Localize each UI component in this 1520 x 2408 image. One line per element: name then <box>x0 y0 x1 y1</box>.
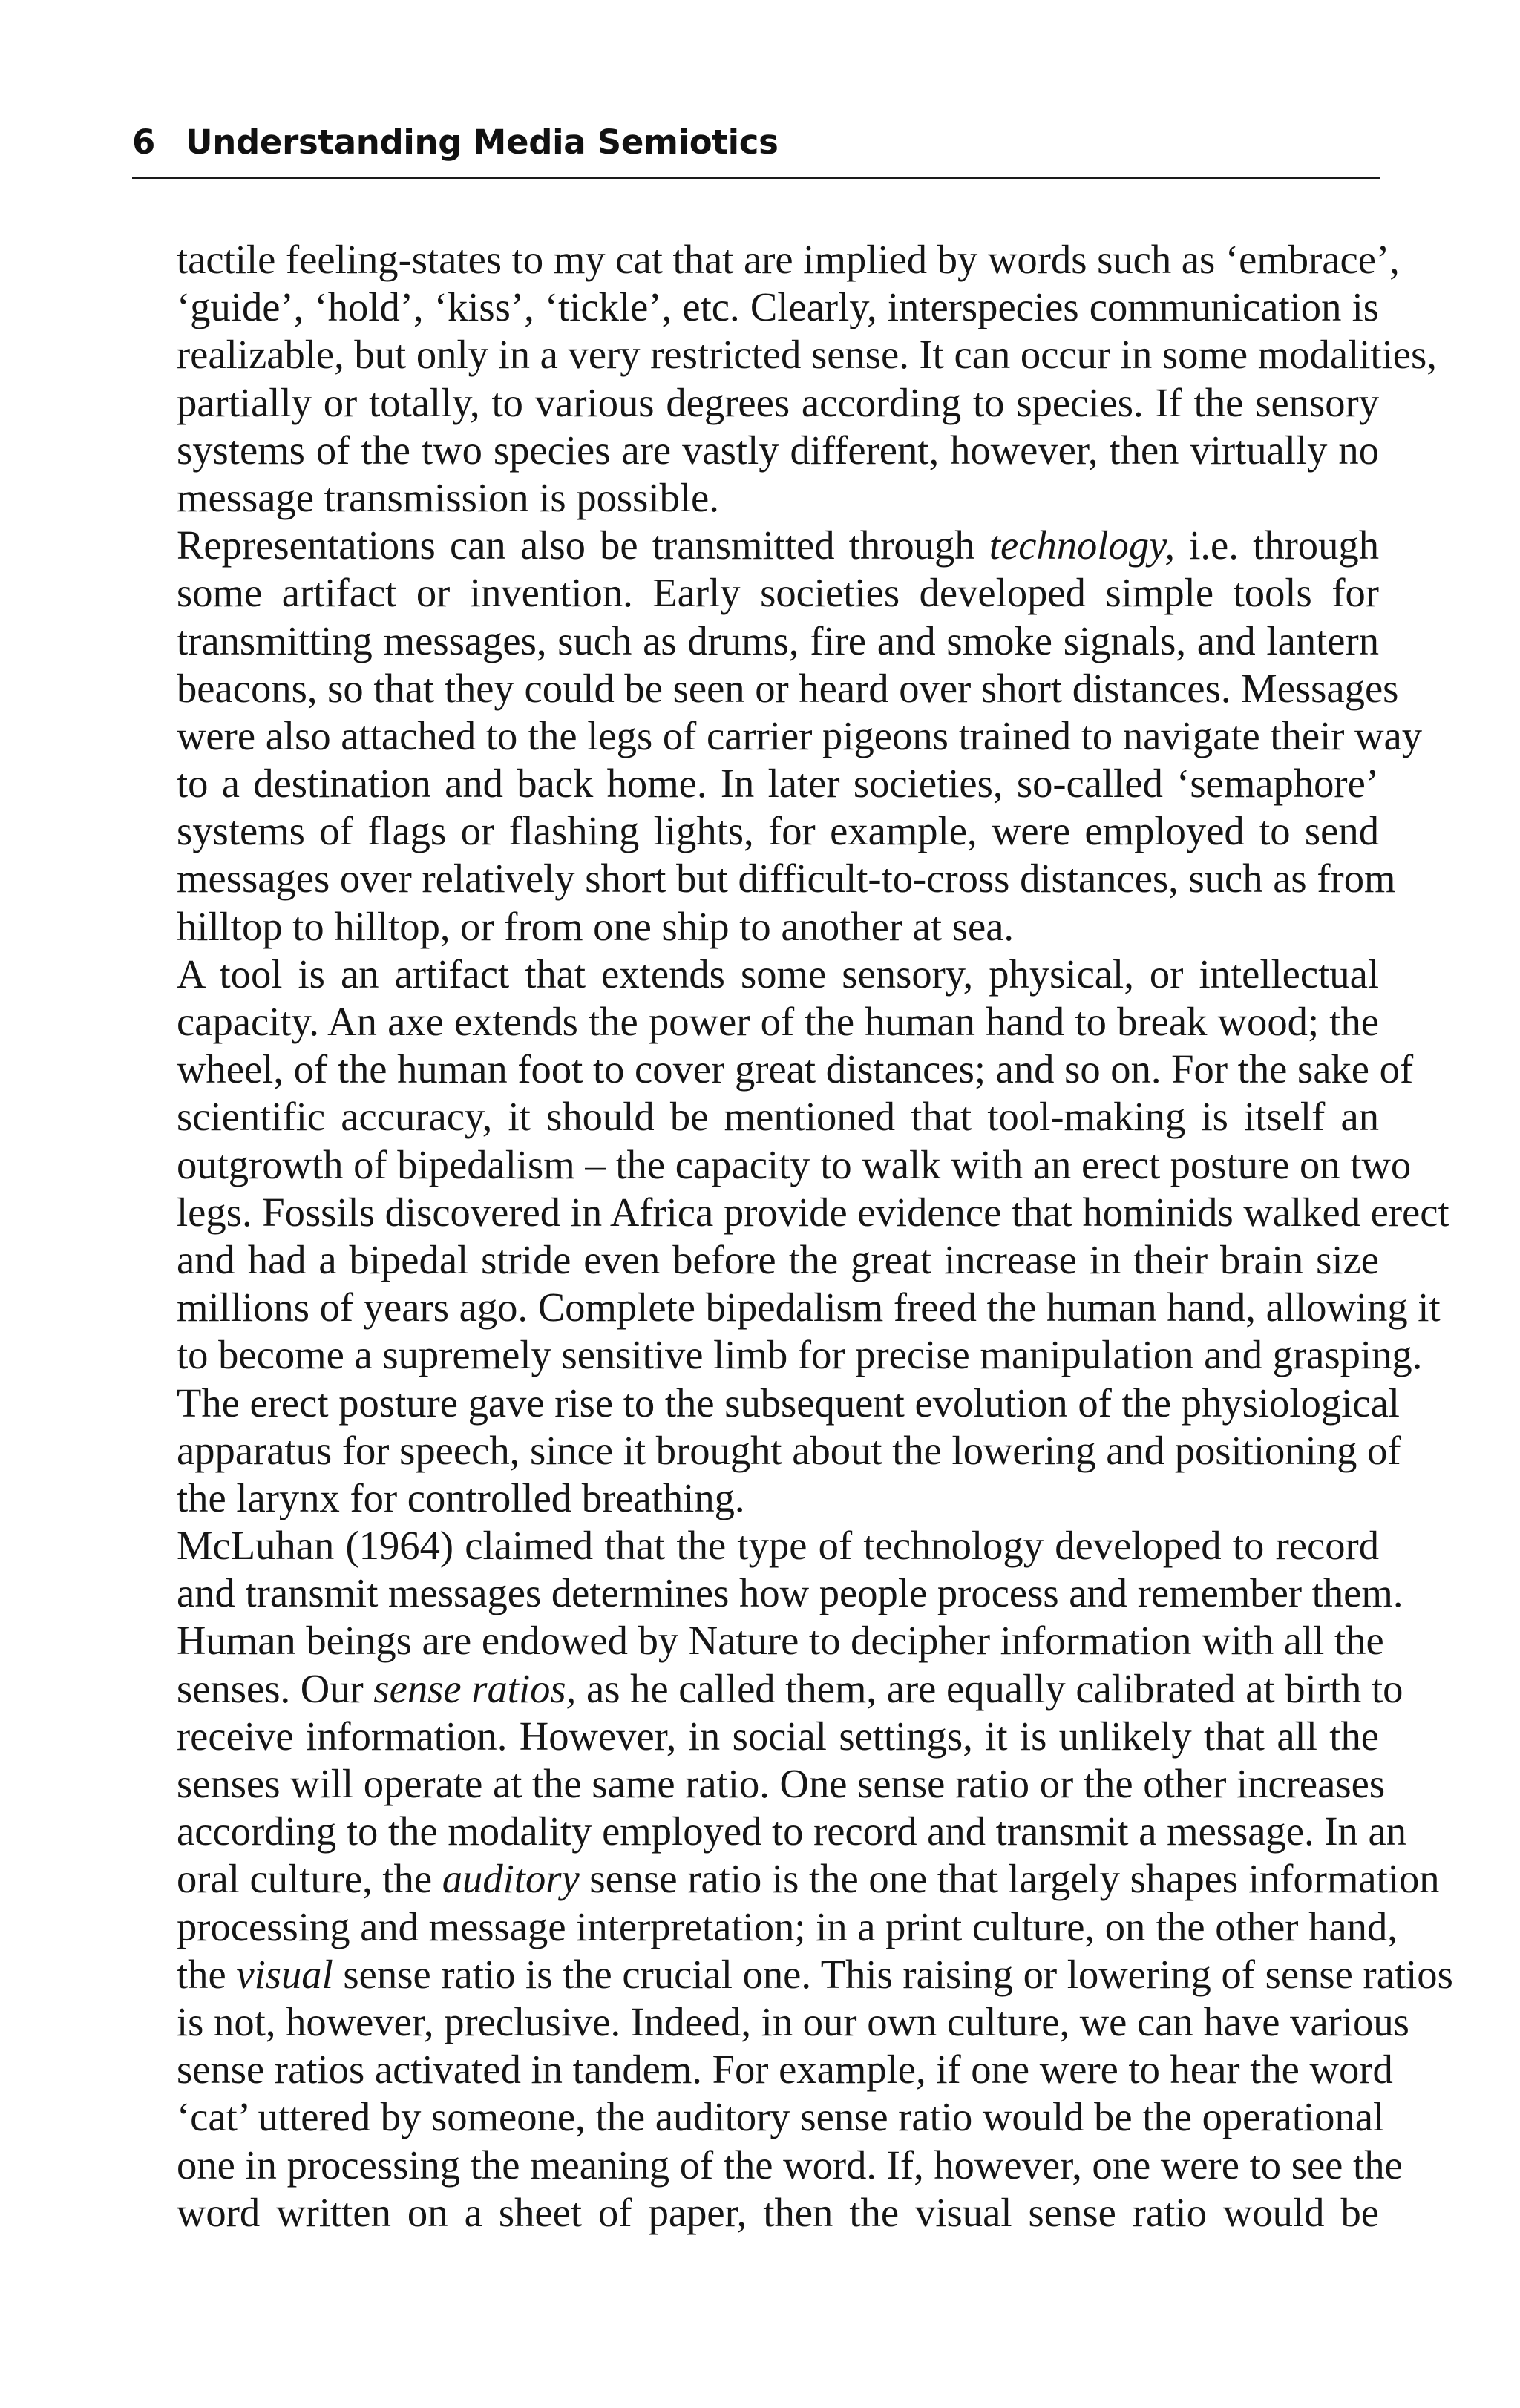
text-line: one in processing the meaning of the word. If, however, one were to see the <box>177 2142 1403 2188</box>
text-line: hilltop to hilltop, or from one ship to another at sea. <box>177 903 1015 949</box>
text-line: sense ratios activated in tandem. For example, if one were to hear the word <box>177 2047 1393 2093</box>
text-line: messages over relatively short but difficult-to-cross distances, such as from <box>177 856 1396 902</box>
text-line: Human beings are endowed by Nature to decipher information with all the <box>177 1618 1384 1664</box>
text-run: as he called them, are equally calibrated at birth to <box>576 1665 1403 1711</box>
text-line: tactile feeling-states to my cat that are implied by words such as ‘embrace’, <box>177 237 1400 282</box>
running-head <box>132 120 1380 179</box>
text-line: is not, however, preclusive. Indeed, in our own culture, we can have various <box>177 1998 1409 2044</box>
text-line: message transmission is possible. <box>177 474 719 520</box>
text-line: systems of flags or flashing lights, for example, were employed to send <box>177 808 1379 854</box>
text-line: ‘guide’, ‘hold’, ‘kiss’, ‘tickle’, etc. Clearly, interspecies communication is <box>177 284 1379 330</box>
text-line: scientific accuracy, it should be mentioned that tool-making is itself an <box>177 1094 1379 1140</box>
text-line: partially or totally, to various degrees according to species. If the sensory <box>177 379 1379 425</box>
text-line: and transmit messages determines how people process and remember them. <box>177 1570 1403 1616</box>
text-run: Representations can also be transmitted through <box>177 522 989 568</box>
page-number: 6 <box>132 122 156 162</box>
text-line: ‘cat’ uttered by someone, the auditory sense ratio would be the operational <box>177 2094 1385 2140</box>
text-run: sense ratio is the one that largely shapes information <box>579 1856 1440 1902</box>
text-line: some artifact or invention. Early societies developed simple tools for <box>177 570 1379 616</box>
text-line: senses will operate at the same ratio. One sense ratio or the other increases <box>177 1761 1386 1806</box>
text-run: sense ratio is the crucial one. This raising or lowering of sense ratios <box>332 1951 1453 1997</box>
text-line: outgrowth of bipedalism – the capacity to walk with an erect posture on two <box>177 1141 1412 1187</box>
text-line: the larynx for controlled breathing. <box>177 1474 745 1520</box>
paragraph-1 <box>177 236 1437 522</box>
text-line: and had a bipedal stride even before the great increase in their brain size <box>177 1236 1379 1282</box>
text-line: were also attached to the legs of carrier pigeons trained to navigate their way <box>177 712 1423 758</box>
text-line: millions of years ago. Complete bipedalism freed the human hand, allowing it <box>177 1285 1441 1331</box>
text-line: capacity. An axe extends the power of the human hand to break wood; the <box>177 999 1379 1044</box>
italic-term: technology, <box>989 522 1175 568</box>
text-line: receive information. However, in social settings, it is unlikely that all the <box>177 1713 1379 1759</box>
text-line <box>177 1665 1403 1713</box>
text-line: beacons, so that they could be seen or heard over short distances. Messages <box>177 665 1399 711</box>
italic-term: visual <box>236 1951 333 1997</box>
text-run: the <box>177 1951 237 1997</box>
text-line: word written on a sheet of paper, then the visual sense ratio would be <box>177 2189 1379 2235</box>
text-line <box>177 522 1379 569</box>
paragraph-2 <box>177 522 1423 951</box>
text-run: i.e. through <box>1174 522 1379 568</box>
text-line <box>177 1951 1453 1998</box>
text-line: processing and message interpretation; in a print culture, on the other hand, <box>177 1903 1398 1949</box>
text-run: senses. Our <box>177 1665 374 1711</box>
text-line: apparatus for speech, since it brought about the lowering and positioning of <box>177 1427 1401 1473</box>
text-line: transmitting messages, such as drums, fire and smoke signals, and lantern <box>177 617 1379 663</box>
body-text <box>177 236 1453 2237</box>
paragraph-3 <box>177 951 1449 1522</box>
text-run: oral culture, the <box>177 1856 442 1902</box>
text-line: according to the modality employed to record and transmit a message. In an <box>177 1808 1407 1854</box>
text-line: legs. Fossils discovered in Africa provide evidence that hominids walked erect <box>177 1189 1449 1235</box>
text-line: The erect posture gave rise to the subsequent evolution of the physiological <box>177 1379 1400 1426</box>
text-line: realizable, but only in a very restricted sense. It can occur in some modalities, <box>177 332 1437 378</box>
text-line: McLuhan (1964) claimed that the type of technology developed to record <box>177 1523 1379 1569</box>
text-line <box>177 1855 1440 1903</box>
text-line: wheel, of the human foot to cover great distances; and so on. For the sake of <box>177 1046 1414 1092</box>
italic-term: auditory <box>442 1856 580 1902</box>
paragraph-4 <box>177 1522 1453 2237</box>
text-line: A tool is an artifact that extends some sensory, physical, or intellectual <box>177 951 1379 997</box>
italic-term: sense ratios, <box>373 1665 577 1711</box>
running-title: Understanding Media Semiotics <box>186 122 779 162</box>
text-line: to become a supremely sensitive limb for precise manipulation and grasping. <box>177 1332 1423 1378</box>
text-line: to a destination and back home. In later societies, so-called ‘semaphore’ <box>177 761 1379 807</box>
text-line: systems of the two species are vastly different, however, then virtually no <box>177 427 1379 473</box>
